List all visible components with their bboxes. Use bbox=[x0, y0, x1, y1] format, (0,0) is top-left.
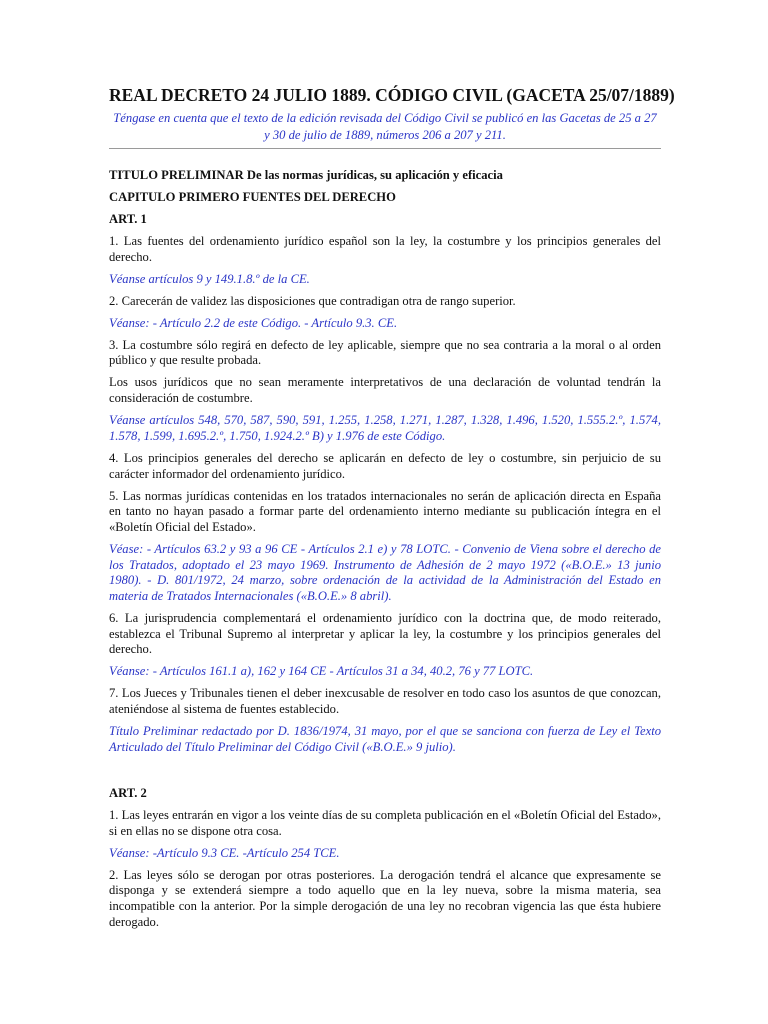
art1-paragraph-1: 1. Las fuentes del ordenamiento jurídico español son la ley, la costumbre y los principios generales del derecho. bbox=[109, 234, 661, 264]
art1-note-5: Véase: - Artículos 63.2 y 93 a 96 CE - Artículos 2.1 e) y 78 LOTC. - Convenio de Viena sobre el derecho de los Tratados, adoptado el 23 mayo 1969. Instrumento de Adhesión de 2 mayo 1972 («B.O.E.» 13 junio 1980). - D. 801/1972, 24 marzo, sobre ordenación de la actividad de la Administración del Estado en materia de Tratados Internacionales («B.O.E.» 8 abril). bbox=[109, 541, 661, 604]
art1-note-7: Título Preliminar redactado por D. 1836/1974, 31 mayo, por el que se sanciona con fuerza de Ley el Texto Articulado del Título Preliminar del Código Civil («B.O.E.» 9 julio). bbox=[109, 724, 661, 754]
art1-heading: ART. 1 bbox=[109, 212, 147, 226]
art1-paragraph-5: 5. Las normas jurídicas contenidas en los tratados internacionales no serán de aplicación directa en España en tanto no hayan pasado a formar parte del ordenamiento interno mediante su publicación íntegra en el «Boletín Oficial del Estado». bbox=[109, 488, 661, 534]
capitulo-heading: CAPITULO PRIMERO FUENTES DEL DERECHO bbox=[109, 190, 396, 204]
section-gap bbox=[109, 762, 661, 786]
art2-paragraph-2: 2. Las leyes sólo se derogan por otras posteriores. La derogación tendrá el alcance que expresamente se disponga y se extenderá siempre a todo aquello que en la ley nueva, sobre la misma materia, sea incompatible con la anterior. Por la simple derogación de una ley no recobran vigencia las que ésta hubiere derogado. bbox=[109, 867, 661, 929]
art2-heading: ART. 2 bbox=[109, 785, 147, 800]
art2-paragraph-1: 1. Las leyes entrarán en vigor a los veinte días de su completa publicación en el «Boletín Oficial del Estado», si en ellas no se dispone otra cosa. bbox=[109, 807, 661, 838]
art1-paragraph-7: 7. Los Jueces y Tribunales tienen el deber inexcusable de resolver en todo caso los asuntos de que conozcan, ateniéndose al sistema de fuentes establecido. bbox=[109, 686, 661, 717]
art1-paragraph-3b: Los usos jurídicos que no sean meramente interpretativos de una declaración de voluntad tendrán la consideración de costumbre. bbox=[109, 375, 661, 406]
art1-paragraph-3a: 3. La costumbre sólo regirá en defecto de ley aplicable, siempre que no sea contraria a la moral o al orden público y que resulte probada. bbox=[109, 337, 661, 368]
art1-note-6: Véanse: - Artículos 161.1 a), 162 y 164 CE - Artículos 31 a 34, 40.2, 76 y 77 LOTC. bbox=[109, 664, 534, 679]
header-divider bbox=[109, 148, 661, 149]
art2-note-1: Véanse: -Artículo 9.3 CE. -Artículo 254 TCE. bbox=[109, 845, 340, 860]
art1-note-2: Véanse: - Artículo 2.2 de este Código. - Artículo 9.3. CE. bbox=[109, 315, 398, 330]
titulo-name: De las normas jurídicas, su aplicación y eficacia bbox=[246, 168, 503, 182]
titulo-heading bbox=[109, 168, 661, 184]
document-title: REAL DECRETO 24 JULIO 1889. CÓDIGO CIVIL (GACETA 25/07/1889) bbox=[109, 85, 675, 105]
art1-paragraph-4: 4. Los principios generales del derecho se aplicarán en defecto de ley o costumbre, sin perjuicio de su carácter informador del ordenamiento jurídico. bbox=[109, 450, 661, 481]
document-body bbox=[109, 168, 661, 937]
art1-paragraph-2: 2. Carecerán de validez las disposiciones que contradigan otra de rango superior. bbox=[109, 293, 516, 308]
art1-note-3: Véanse artículos 548, 570, 587, 590, 591, 1.255, 1.258, 1.271, 1.287, 1.328, 1.496, 1.520, 1.555.2.º, 1.574, 1.578, 1.599, 1.695.2.º, 1.750, 1.924.2.º B) y 1.976 de este Código. bbox=[109, 413, 661, 443]
art1-note-1: Véanse artículos 9 y 149.1.8.º de la CE. bbox=[109, 271, 310, 286]
titulo-label: TITULO PRELIMINAR bbox=[109, 168, 244, 182]
document-subtitle-note: Téngase en cuenta que el texto de la edición revisada del Código Civil se publicó en las Gacetas de 25 a 27 y 30 de julio de 1889, números 206 a 207 y 211. bbox=[113, 111, 657, 142]
art1-paragraph-6: 6. La jurisprudencia complementará el ordenamiento jurídico con la doctrina que, de modo reiterado, establezca el Tribunal Supremo al interpretar y aplicar la ley, la costumbre y los principios generales del derecho. bbox=[109, 611, 661, 657]
